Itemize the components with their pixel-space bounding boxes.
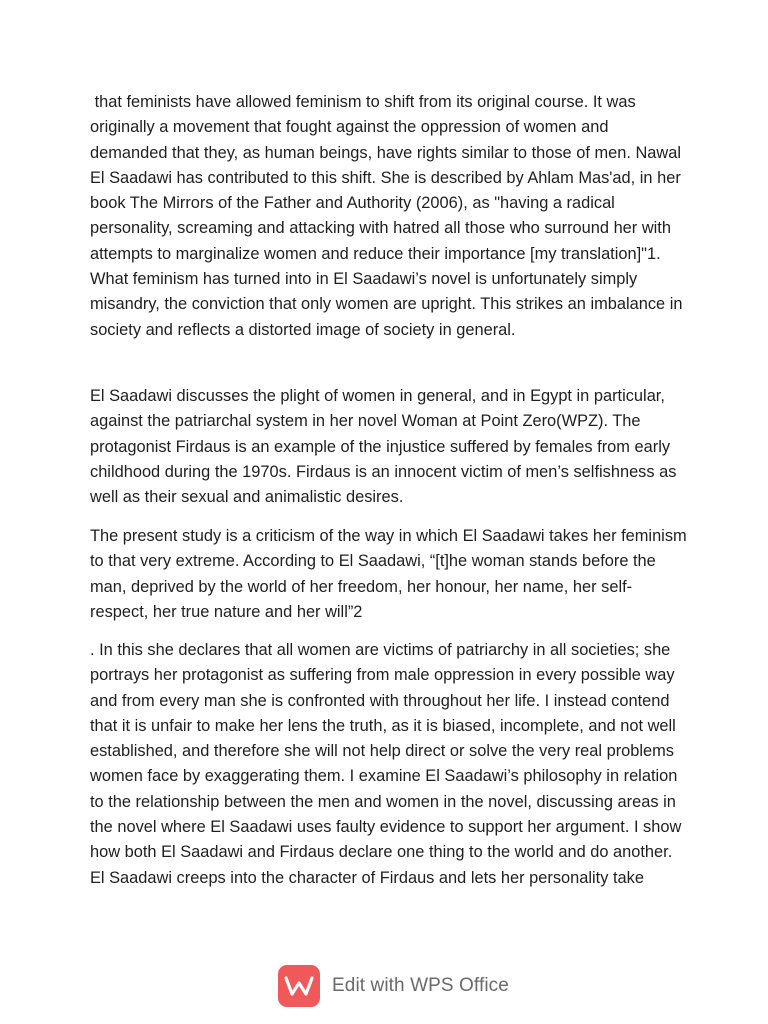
paragraph-1: that feminists have allowed feminism to shift from its original course. It was originally a movement that fought against the oppression of women and demanded that they, as human beings, have rights similar to those of men. Nawal El Saadawi has contributed to this shift. She is described by Ahlam Mas'ad, in her book The Mirrors of the Father and Authority (2006), as "having a radical personality, screaming and attacking with hatred all those who surround her with attempts to marginalize women and reduce their importance [my translation]"1. What feminism has turned into in El Saadawi’s novel is unfortunately simply misandry, the conviction that only women are upright. This strikes an imbalance in society and reflects a distorted image of society in general. <box>90 93 688 339</box>
edit-with-wps-label: Edit with WPS Office <box>332 975 509 996</box>
paragraph-2: El Saadawi discusses the plight of women in general, and in Egypt in particular, against the patriarchal system in her novel Woman at Point Zero(WPZ). The protagonist Firdaus is an example of the injustice suffered by females from early childhood during the 1970s. Firdaus is an innocent victim of men’s selfishness as well as their sexual and animalistic desires. <box>90 387 681 507</box>
edit-with-wps-button[interactable] <box>278 964 509 1008</box>
wps-logo-icon <box>278 965 320 1007</box>
paragraph-3: The present study is a criticism of the way in which El Saadawi takes her feminism to that very extreme. According to El Saadawi, “[t]he woman stands before the man, deprived by the world of her freedom, her honour, her name, her self-respect, her true nature and her will”2 <box>90 527 692 621</box>
paragraph-4: . In this she declares that all women are victims of patriarchy in all societies; she portrays her protagonist as suffering from male oppression in every possible way and from every man she is confronted with throughout her life. I instead contend that it is unfair to make her lens the truth, as it is biased, incomplete, and not well established, and therefore she will not help direct or solve the very real problems women face by exaggerating them. I examine El Saadawi’s philosophy in relation to the relationship between the men and women in the novel, discussing areas in the novel where El Saadawi uses faulty evidence to support her argument. I show how both El Saadawi and Firdaus declare one thing to the world and do another. El Saadawi creeps into the character of Firdaus and lets her personality take <box>90 641 686 887</box>
